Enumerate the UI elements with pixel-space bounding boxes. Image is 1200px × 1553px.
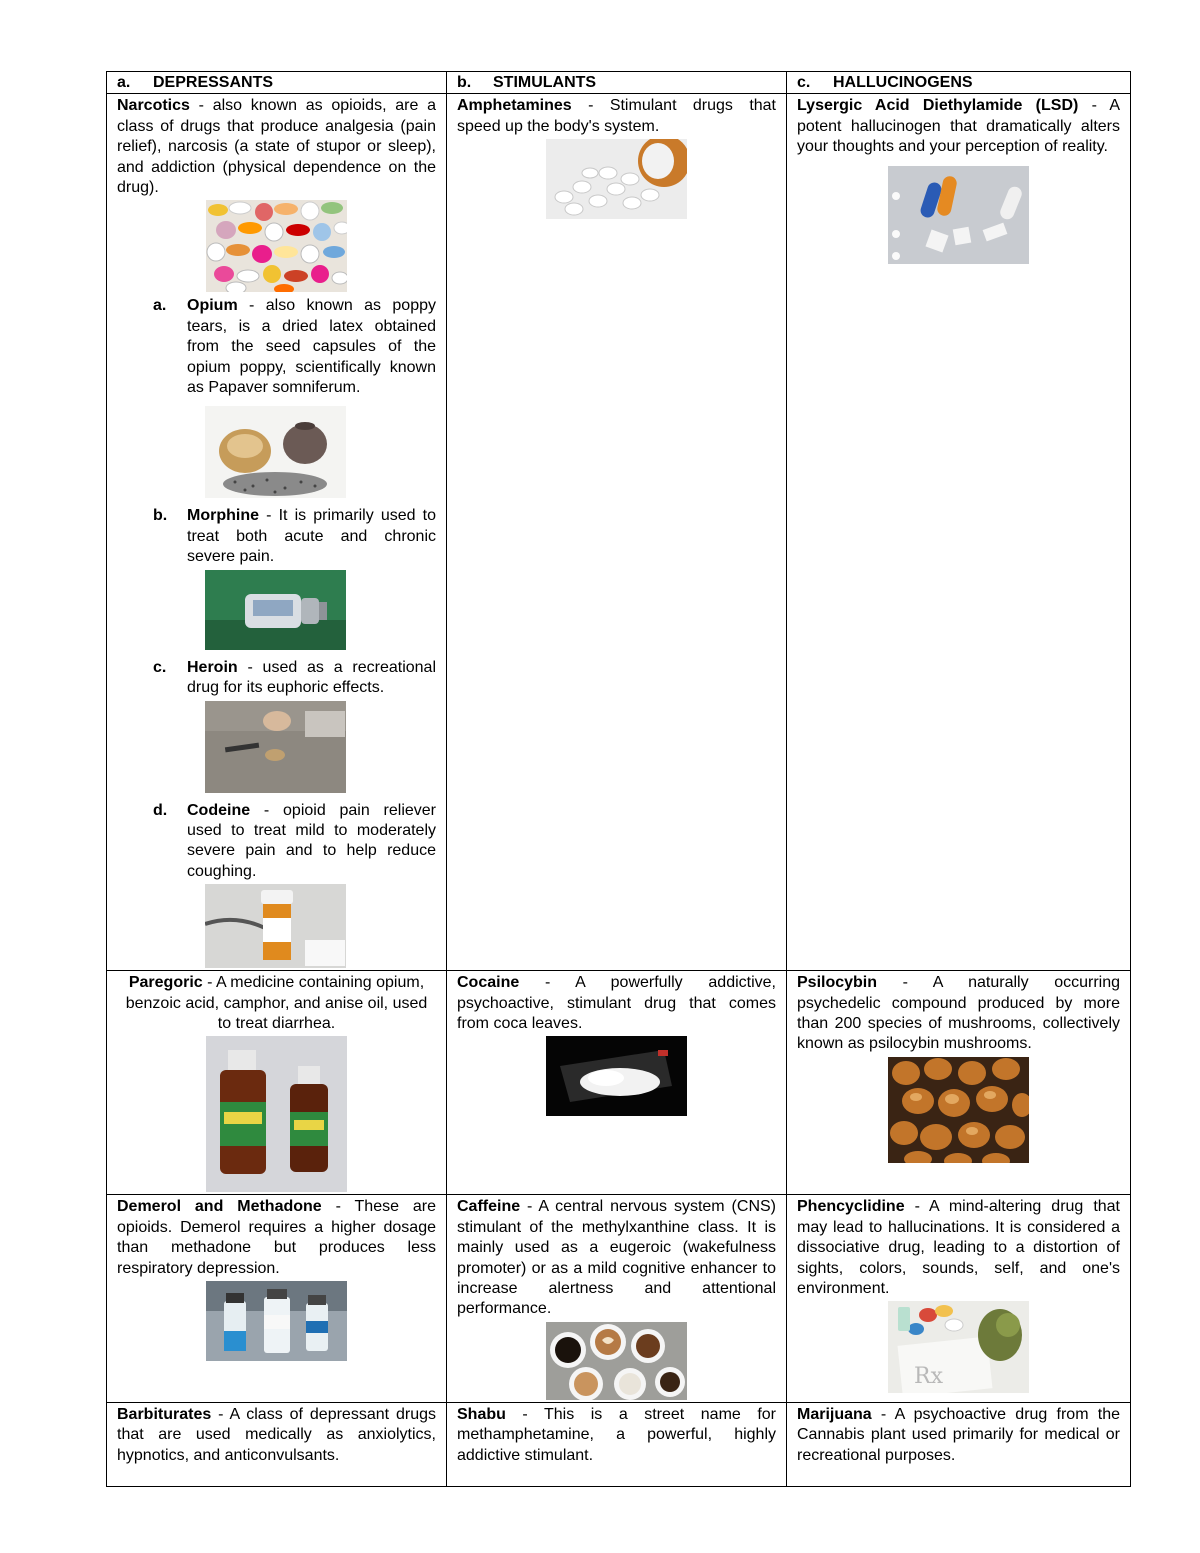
pcp-text: Phencyclidine - A mind-altering drug that may lead to hallucinations. It is considered a dissociative drug, leading to a distortion of sights, colors, sounds, self, and one's environment. [797, 1198, 1120, 1297]
svg-text:Rx: Rx [914, 1364, 943, 1390]
list-item-codeine: d. Codeine - opioid pain reliever used to treat mild to moderately severe pain and to help reduce coughing. [153, 801, 436, 880]
morphine-vial-image [205, 570, 346, 650]
cell-amphetamines [447, 94, 787, 971]
header-hallucinogens: c. HALLUCINOGENS [787, 72, 1131, 94]
phencyclidine-image [888, 1301, 1029, 1393]
narcotics-text: Narcotics - also known as opioids, are a class of drugs that produce analgesia (pain relief), narcosis (a state of stupor or sleep), and addiction (physical dependence on the drug). [117, 97, 436, 197]
list-item-opium: a. Opium - also known as poppy tears, is a dried latex obtained from the seed capsules of the opium poppy, scientifically known as Papaver somniferum. [153, 297, 436, 397]
cell-caffeine [447, 1195, 787, 1402]
demerol-vials-image [206, 1281, 347, 1361]
table-row [107, 1195, 1131, 1402]
psilocybin-mushrooms-image [888, 1057, 1029, 1163]
amphetamines-image [546, 139, 687, 219]
cell-narcotics [107, 94, 447, 971]
lsd-image [888, 166, 1029, 264]
drug-classification-table [106, 71, 1131, 1487]
psilocybin-text: Psilocybin - A naturally occurring psychedelic compound produced by more than 200 species of mushrooms, collectively known as psilocybin mushrooms. [797, 974, 1120, 1053]
paregoric-bottles-image [206, 1036, 347, 1192]
cell-barbiturates [107, 1402, 447, 1486]
caffeine-text: Caffeine - A central nervous system (CNS) stimulant of the methylxanthine class. It is mainly used as a eugeroic (wakefulness promoter) or as a mild cognitive enhancer to increase alertness and attentional performance. [457, 1198, 776, 1318]
marijuana-text: Marijuana - A psychoactive drug from the Cannabis plant used primarily for medical or recreational purposes. [797, 1405, 1120, 1464]
cell-paregoric [107, 971, 447, 1195]
list-item-heroin: c. Heroin - used as a recreational drug for its euphoric effects. [153, 658, 436, 697]
caffeine-cups-image [546, 1322, 687, 1400]
table-row [107, 971, 1131, 1195]
barbiturates-text: Barbiturates - A class of depressant drugs that are used medically as anxiolytics, hypnotics, and anticonvulsants. [117, 1405, 436, 1464]
shabu-text: Shabu - This is a street name for methamphetamine, a powerful, highly addictive stimulant. [457, 1405, 776, 1464]
cocaine-image [546, 1036, 687, 1116]
narcotics-pills-image [206, 200, 347, 292]
paregoric-text: Paregoric - A medicine containing opium, benzoic acid, camphor, and anise oil, used to treat diarrhea. [125, 974, 428, 1032]
header-stimulants: b. STIMULANTS [447, 72, 787, 94]
cell-lsd [787, 94, 1131, 971]
table-header-row [107, 72, 1131, 94]
list-item-morphine: b. Morphine - It is primarily used to treat both acute and chronic severe pain. [153, 507, 436, 566]
cell-marijuana [787, 1402, 1131, 1486]
cell-phencyclidine [787, 1195, 1131, 1402]
opium-poppy-image [205, 406, 346, 498]
codeine-bottle-image [205, 884, 346, 968]
cocaine-text: Cocaine - A powerfully addictive, psychoactive, stimulant drug that comes from coca leaves. [457, 974, 776, 1032]
cell-cocaine [447, 971, 787, 1195]
heroin-image [205, 701, 346, 793]
demerol-text: Demerol and Methadone - These are opioids. Demerol requires a higher dosage than methadone but produces less respiratory depression. [117, 1198, 437, 1277]
table-row [107, 1402, 1131, 1486]
cell-shabu [447, 1402, 787, 1486]
cell-demerol-methadone [107, 1195, 447, 1402]
amphetamines-text: Amphetamines - Stimulant drugs that speed up the body's system. [457, 97, 776, 135]
lsd-text: Lysergic Acid Diethylamide (LSD) - A potent hallucinogen that dramatically alters your thoughts and your perception of reality. [797, 97, 1120, 156]
cell-psilocybin [787, 971, 1131, 1195]
table-row [107, 94, 1131, 971]
header-depressants: a. DEPRESSANTS [107, 72, 447, 94]
